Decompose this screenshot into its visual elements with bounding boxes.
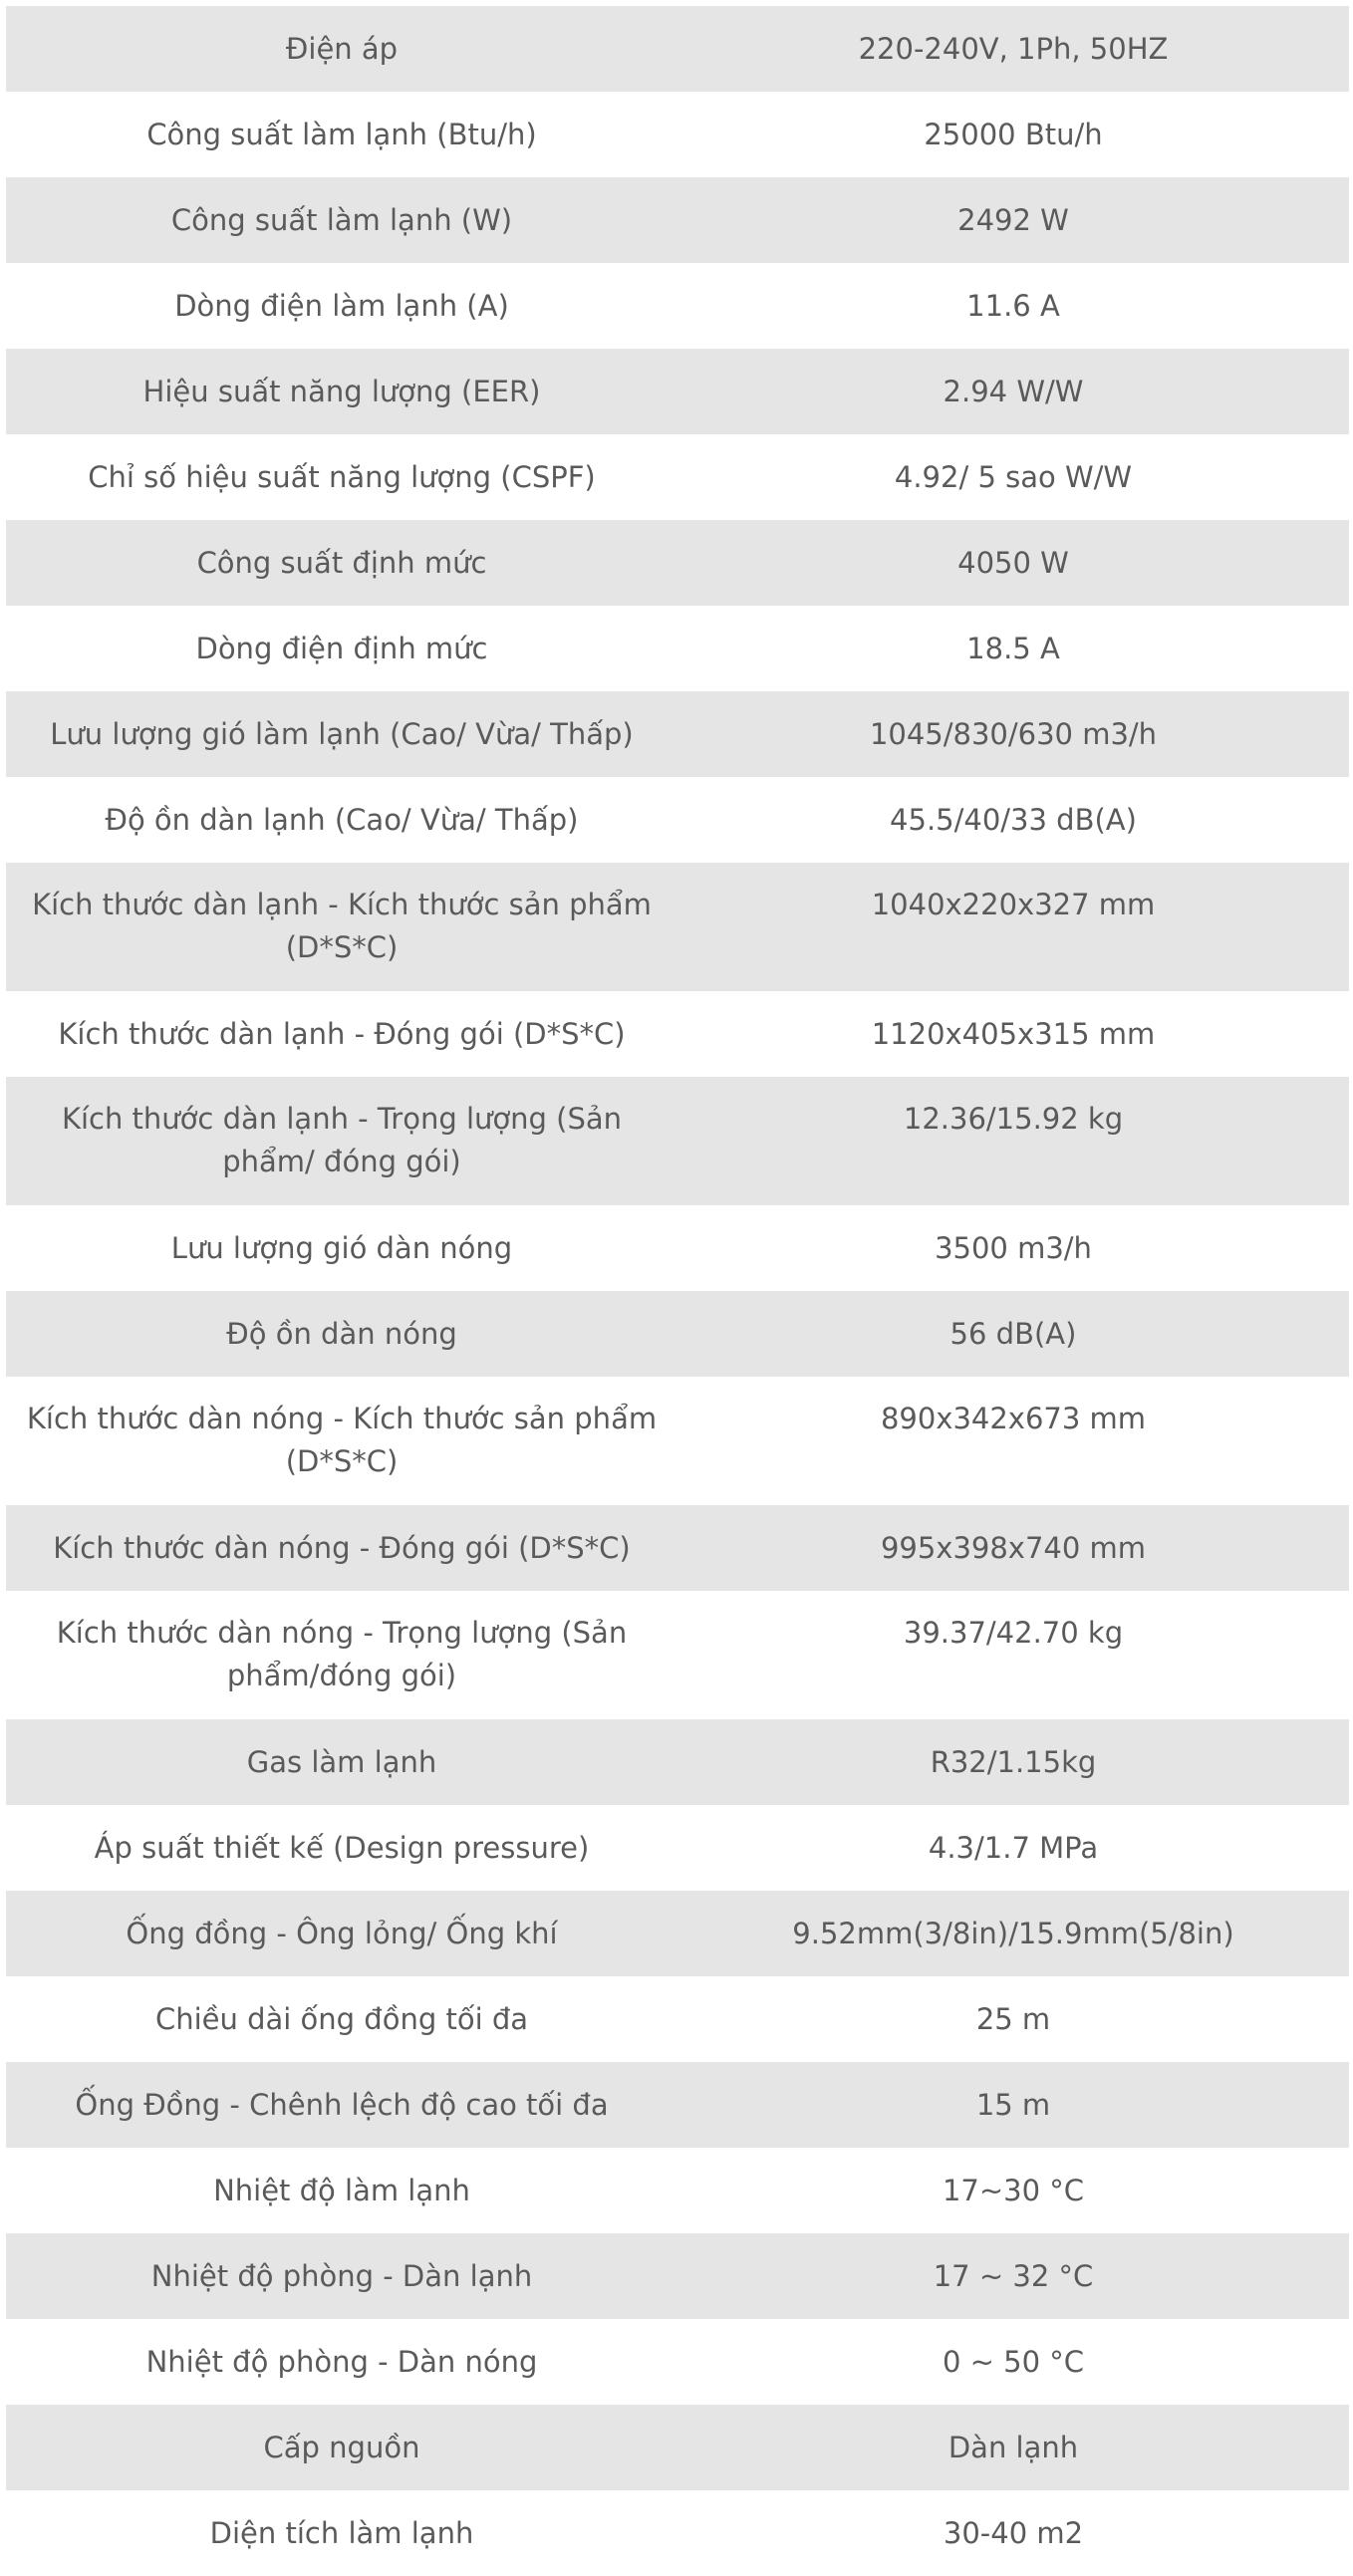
spec-row bbox=[6, 2062, 1349, 2148]
spec-label: Độ ồn dàn lạnh (Cao/ Vừa/ Thấp) bbox=[105, 802, 579, 837]
spec-row bbox=[6, 520, 1349, 606]
spec-value: R32/1.15kg bbox=[930, 1744, 1097, 1779]
spec-row bbox=[6, 991, 1349, 1077]
spec-row bbox=[6, 1891, 1349, 1976]
spec-label: Công suất làm lạnh (Btu/h) bbox=[146, 117, 537, 151]
spec-row bbox=[6, 1805, 1349, 1891]
spec-value: 995x398x740 mm bbox=[880, 1530, 1147, 1565]
spec-value: 4.92/ 5 sao W/W bbox=[894, 459, 1133, 494]
spec-value: 25 m bbox=[975, 2001, 1051, 2036]
spec-row bbox=[6, 2405, 1349, 2490]
spec-label: Nhiệt độ phòng - Dàn lạnh bbox=[150, 2258, 533, 2293]
spec-row bbox=[6, 691, 1349, 777]
spec-label: Chỉ số hiệu suất năng lượng (CSPF) bbox=[88, 459, 596, 494]
spec-label: Ống Đồng - Chênh lệch độ cao tối đa bbox=[75, 2087, 609, 2122]
spec-label: Kích thước dàn nóng - Trọng lượng (Sản phẩm/đóng gói) bbox=[56, 1616, 628, 1692]
spec-label: Nhiệt độ làm lạnh bbox=[213, 2173, 470, 2207]
spec-row bbox=[6, 1077, 1349, 1205]
spec-row bbox=[6, 6, 1349, 92]
spec-value: 30-40 m2 bbox=[943, 2515, 1084, 2550]
spec-label: Lưu lượng gió dàn nóng bbox=[170, 1230, 513, 1265]
spec-row bbox=[6, 777, 1349, 863]
spec-row bbox=[6, 349, 1349, 434]
spec-value: 17 ~ 32 °C bbox=[933, 2258, 1094, 2293]
spec-row bbox=[6, 1505, 1349, 1591]
spec-label: Diện tích làm lạnh bbox=[209, 2515, 474, 2550]
spec-value: 56 dB(A) bbox=[949, 1316, 1077, 1351]
spec-value: 45.5/40/33 dB(A) bbox=[890, 802, 1137, 837]
spec-value: 39.37/42.70 kg bbox=[903, 1616, 1124, 1650]
spec-row bbox=[6, 1205, 1349, 1291]
spec-value: 1040x220x327 mm bbox=[871, 888, 1156, 921]
spec-row bbox=[6, 177, 1349, 263]
spec-value: 890x342x673 mm bbox=[880, 1402, 1147, 1435]
spec-label: Chiều dài ống đồng tối đa bbox=[154, 2001, 529, 2036]
spec-value: 15 m bbox=[975, 2087, 1051, 2122]
spec-value: 11.6 A bbox=[966, 288, 1060, 323]
spec-value: 4050 W bbox=[957, 545, 1069, 580]
spec-label: Kích thước dàn lạnh - Đóng gói (D*S*C) bbox=[58, 1016, 626, 1051]
spec-value: 12.36/15.92 kg bbox=[903, 1102, 1124, 1136]
spec-value: 3500 m3/h bbox=[935, 1230, 1092, 1265]
spec-value: 17~30 °C bbox=[942, 2173, 1085, 2207]
spec-row bbox=[6, 2148, 1349, 2233]
spec-row bbox=[6, 863, 1349, 991]
spec-label: Kích thước dàn nóng - Kích thước sản phẩm (D*S*C) bbox=[26, 1402, 658, 1478]
spec-label: Gas làm lạnh bbox=[246, 1744, 437, 1779]
spec-label: Hiệu suất năng lượng (EER) bbox=[142, 374, 541, 408]
spec-label: Ống đồng - Ông lỏng/ Ống khí bbox=[126, 1916, 558, 1950]
spec-row bbox=[6, 2233, 1349, 2319]
spec-row bbox=[6, 434, 1349, 520]
spec-row bbox=[6, 2490, 1349, 2576]
spec-label: Kích thước dàn nóng - Đóng gói (D*S*C) bbox=[53, 1530, 631, 1565]
spec-label: Lưu lượng gió làm lạnh (Cao/ Vừa/ Thấp) bbox=[50, 716, 634, 751]
spec-value: 0 ~ 50 °C bbox=[942, 2344, 1085, 2379]
spec-label: Dòng điện làm lạnh (A) bbox=[174, 288, 509, 323]
spec-row bbox=[6, 92, 1349, 177]
spec-label: Độ ồn dàn nóng bbox=[226, 1316, 457, 1351]
spec-value: Dàn lạnh bbox=[947, 2430, 1079, 2464]
spec-label: Công suất làm lạnh (W) bbox=[170, 202, 513, 237]
spec-label: Cấp nguồn bbox=[263, 2430, 420, 2464]
spec-label: Dòng điện định mức bbox=[195, 631, 488, 665]
spec-value: 18.5 A bbox=[966, 631, 1060, 665]
spec-value: 4.3/1.7 MPa bbox=[928, 1830, 1099, 1865]
spec-row bbox=[6, 1976, 1349, 2062]
spec-label: Kích thước dàn lạnh - Kích thước sản phẩm (D*S*C) bbox=[32, 888, 652, 964]
spec-value: 2492 W bbox=[957, 202, 1069, 237]
spec-row bbox=[6, 2319, 1349, 2405]
spec-row bbox=[6, 1291, 1349, 1377]
spec-label: Nhiệt độ phòng - Dàn nóng bbox=[145, 2344, 538, 2379]
spec-row bbox=[6, 606, 1349, 691]
spec-value: 1045/830/630 m3/h bbox=[869, 716, 1158, 751]
spec-row bbox=[6, 263, 1349, 349]
spec-row bbox=[6, 1591, 1349, 1719]
spec-value: 9.52mm(3/8in)/15.9mm(5/8in) bbox=[792, 1916, 1234, 1950]
spec-value: 25000 Btu/h bbox=[924, 117, 1103, 151]
spec-label: Điện áp bbox=[285, 31, 399, 66]
spec-table bbox=[6, 6, 1349, 2576]
spec-value: 2.94 W/W bbox=[943, 374, 1084, 408]
spec-label: Kích thước dàn lạnh - Trọng lượng (Sản phẩm/ đóng gói) bbox=[61, 1102, 623, 1178]
spec-label: Áp suất thiết kế (Design pressure) bbox=[94, 1830, 590, 1865]
spec-row bbox=[6, 1377, 1349, 1505]
spec-row bbox=[6, 1719, 1349, 1805]
spec-value: 220-240V, 1Ph, 50HZ bbox=[858, 31, 1169, 66]
spec-value: 1120x405x315 mm bbox=[871, 1016, 1156, 1051]
spec-label: Công suất định mức bbox=[196, 545, 487, 580]
